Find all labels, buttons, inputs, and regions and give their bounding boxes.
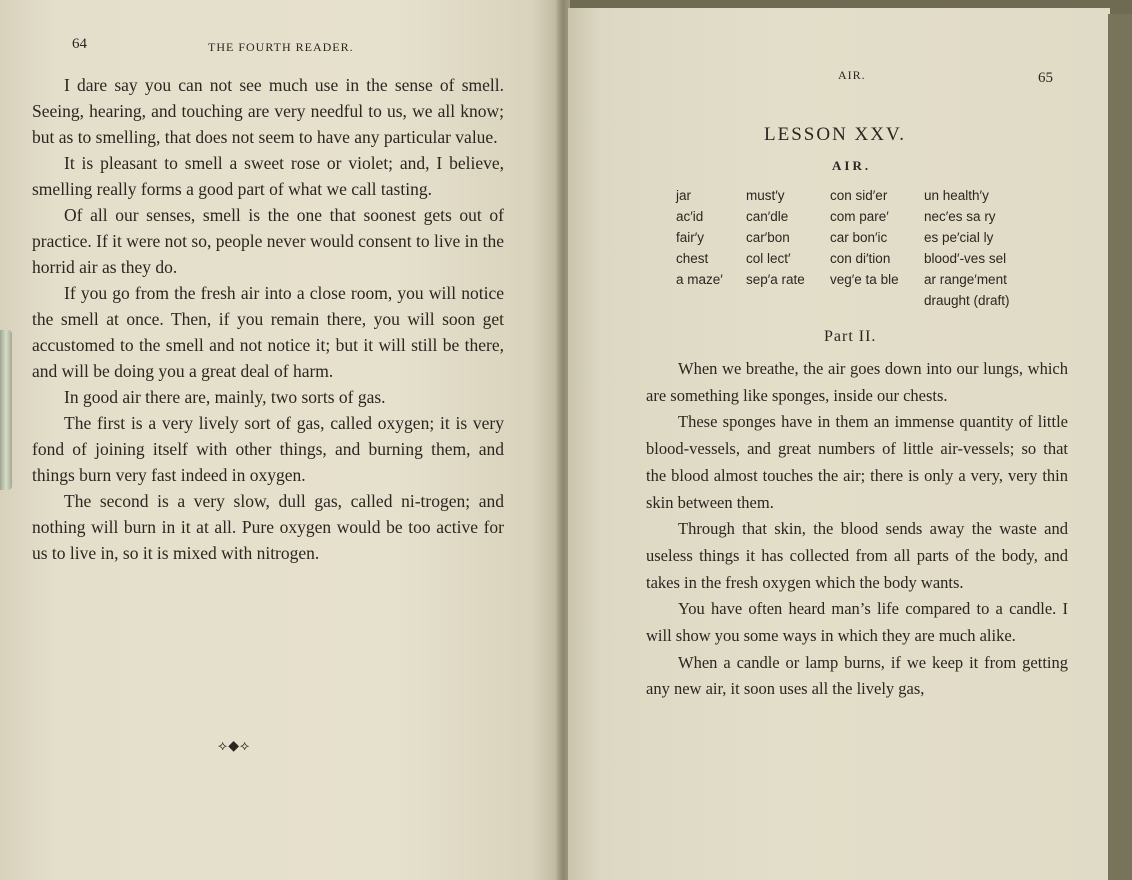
page-clip: [0, 330, 12, 490]
word-item: fair′y: [676, 230, 705, 245]
paragraph: If you go from the fresh air into a close room, you will notice the smell at once. Then, if you remain there, you will soon get accustomed to the smell and not notice it; but it will still be there, and will be doing you a great deal of harm.: [32, 283, 504, 381]
lesson-title: LESSON XXV.: [764, 124, 907, 145]
spelling-word-list: [676, 186, 1044, 310]
word-item: sep′a rate: [746, 272, 805, 287]
section-ornament: ⟡◆⟡: [218, 739, 251, 754]
word-item: ac′id: [676, 209, 704, 224]
paragraph: I dare say you can not see much use in the sense of smell. Seeing, hearing, and touching are very needful to us, we all know; but as to smelling, that does not seem to have any particular value.: [32, 75, 504, 147]
right-body-text: [646, 356, 1068, 703]
paragraph: The first is a very lively sort of gas, called oxygen; it is very fond of joining itself with other things, and burning them, and things burn very fast indeed in oxygen.: [32, 413, 504, 485]
word-item: nec′es sa ry: [924, 209, 996, 224]
paragraph: Of all our senses, smell is the one that soonest gets out of practice. If it were not so, people never would consent to live in the horrid air as they do.: [32, 205, 504, 277]
word-item: chest: [676, 251, 709, 266]
word-item: blood′-ves sel: [924, 251, 1007, 266]
right-page-number: 65: [1038, 70, 1053, 86]
paragraph: It is pleasant to smell a sweet rose or violet; and, I believe, smelling really forms a good part of what we call tasting.: [32, 153, 504, 199]
word-item: es pe′cial ly: [924, 230, 994, 245]
word-item: con di′tion: [830, 251, 891, 266]
word-item: draught (draft): [924, 293, 1010, 308]
paragraph: In good air there are, mainly, two sorts of gas.: [64, 387, 386, 407]
lesson-subtitle: AIR.: [832, 158, 872, 173]
right-running-head: AIR.: [838, 68, 866, 82]
word-item: veg′e ta ble: [830, 272, 899, 287]
word-item: ar range′ment: [924, 272, 1007, 287]
word-item: con sid′er: [830, 188, 888, 203]
word-item: com pare′: [830, 209, 889, 224]
word-item: can′dle: [746, 209, 789, 224]
word-item: car′bon: [746, 230, 790, 245]
paragraph: The second is a very slow, dull gas, called ni-trogen; and nothing will burn in it at all. Pure oxygen would be too active for us to live in, so it is mixed with nitrogen.: [32, 491, 504, 563]
paragraph: You have often heard man’s life compared to a candle. I will show you some ways in which they are much alike.: [646, 599, 1068, 646]
book-cover-edge: [1108, 14, 1132, 880]
paragraph: When a candle or lamp burns, if we keep it from getting any new air, it soon uses all the lively gas,: [646, 652, 1068, 699]
left-page-number: 64: [72, 36, 87, 52]
word-item: jar: [676, 188, 692, 203]
paragraph: When we breathe, the air goes down into our lungs, which are something like sponges, inside our chests.: [646, 359, 1068, 405]
right-page: [568, 8, 1110, 880]
paragraph: These sponges have in them an immense quantity of little blood-vessels, and great numbers of little air-vessels; so that the blood almost touches the air; there is only a very, very thin skin between them.: [646, 412, 1068, 512]
left-page: [0, 0, 560, 880]
left-body-text: [32, 72, 504, 566]
word-item: un health′y: [924, 188, 989, 203]
word-item: a maze′: [676, 272, 723, 287]
part-title: Part II.: [824, 328, 877, 345]
paragraph: Through that skin, the blood sends away the waste and useless things it has collected from all parts of the body, and takes in the fresh oxygen which the body wants.: [646, 519, 1068, 592]
word-item: col lect′: [746, 251, 791, 266]
word-item: must′y: [746, 188, 785, 203]
left-running-head: THE FOURTH READER.: [208, 40, 354, 54]
word-item: car bon′ic: [830, 230, 888, 245]
